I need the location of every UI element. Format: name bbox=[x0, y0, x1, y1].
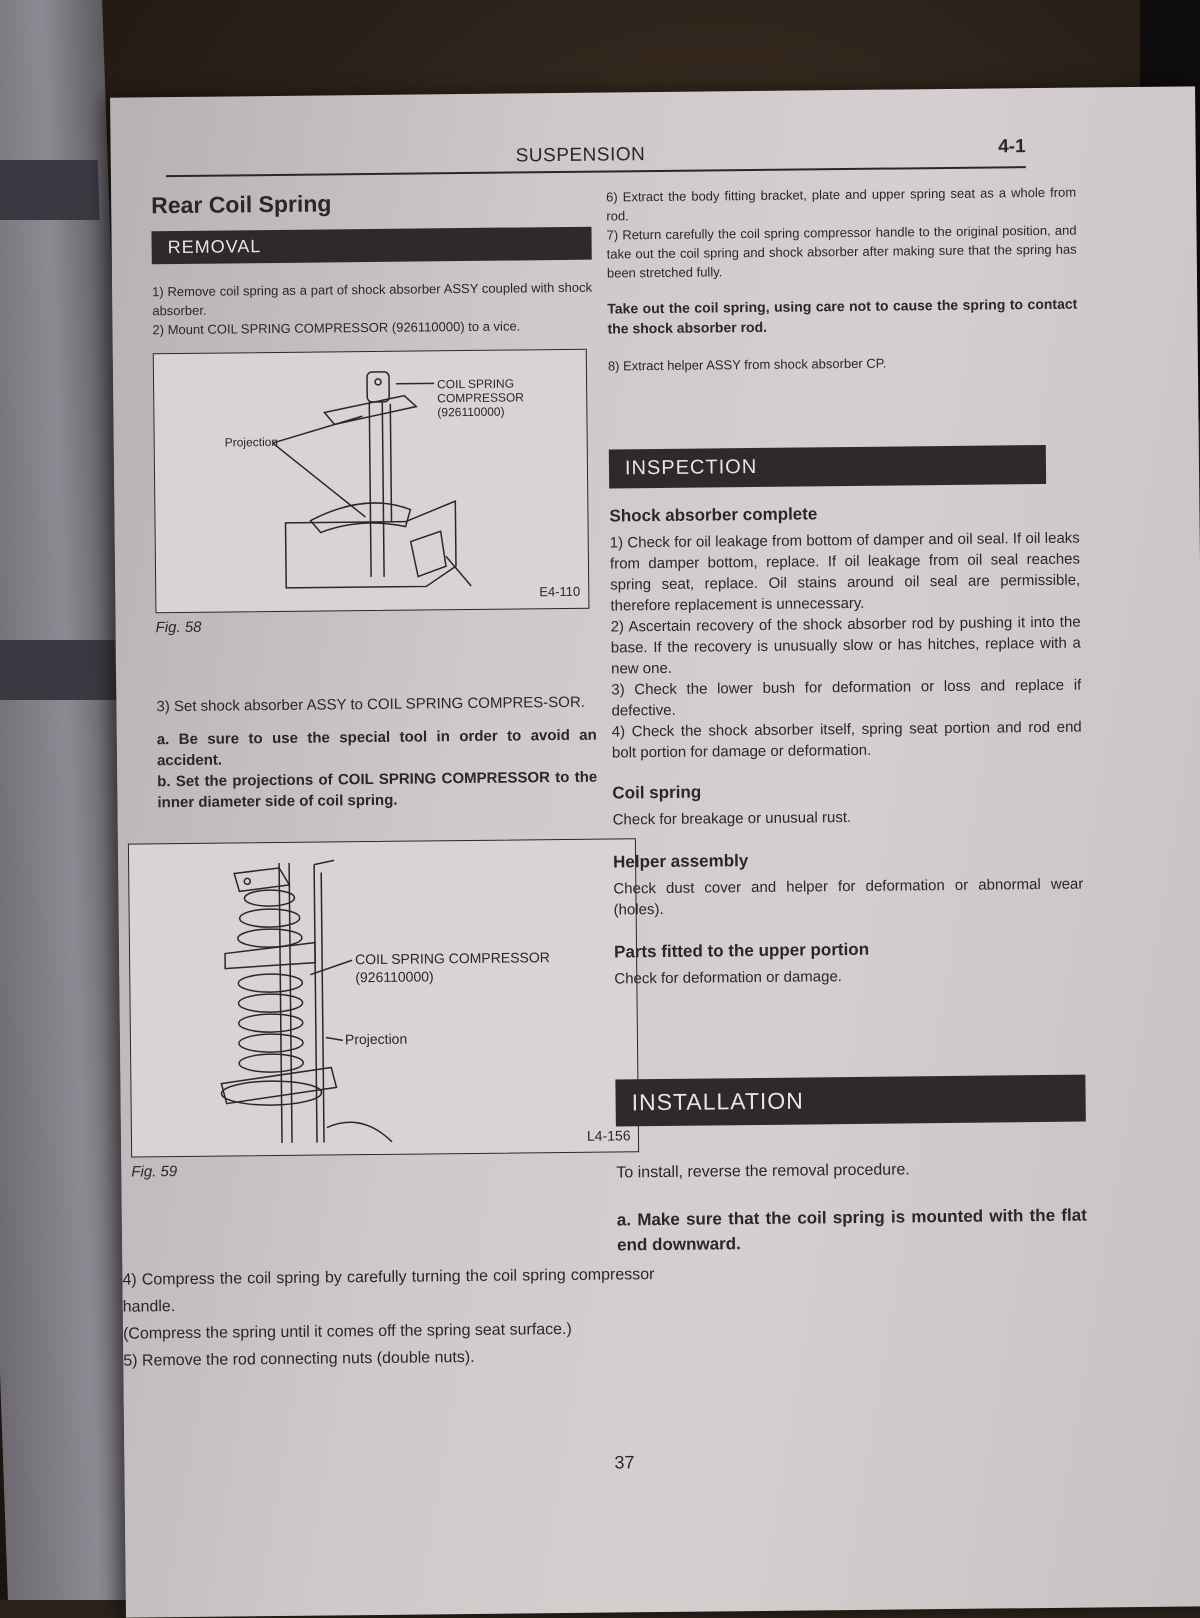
shock-check-2: 2) Ascertain recovery of the shock absorber rod by pushing it into the base. If the recovery is unusually slow or has hitches, replace with a new one. bbox=[611, 612, 1082, 680]
removal-step-2: 2) Mount COIL SPRING COMPRESSOR (926110000) to a vice. bbox=[152, 316, 592, 340]
removal-heading: REMOVAL bbox=[151, 227, 591, 265]
figure-label-line: COIL SPRING COMPRESSOR bbox=[355, 948, 550, 968]
figure-58-caption: Fig. 58 bbox=[156, 615, 596, 637]
removal-step-1: 1) Remove coil spring as a part of shock absorber ASSY coupled with shock absorber. bbox=[152, 278, 592, 321]
removal-note-a: a. Be sure to use the special tool in order to avoid an accident. bbox=[157, 725, 597, 772]
manual-page bbox=[110, 86, 1200, 1617]
left-column bbox=[151, 188, 603, 1375]
page-title: Rear Coil Spring bbox=[151, 188, 591, 220]
installation-text: To install, reverse the removal procedure. bbox=[616, 1158, 1086, 1184]
coil-spring-heading: Coil spring bbox=[612, 779, 1082, 804]
removal-note-b: b. Set the projections of COIL SPRING COMPRESSOR to the inner diameter side of coil spring. bbox=[157, 767, 597, 814]
facing-page-bar bbox=[0, 160, 100, 220]
removal-steps-4-5 bbox=[122, 1261, 655, 1375]
helper-assembly-heading: Helper assembly bbox=[613, 848, 1083, 873]
upper-parts-heading: Parts fitted to the upper portion bbox=[614, 938, 1084, 963]
shock-check-4: 4) Check the shock absorber itself, spring seat portion and rod end bolt portion for damage or deformation. bbox=[612, 717, 1082, 764]
coil-spring-text: Check for breakage or unusual rust. bbox=[613, 805, 1083, 831]
removal-step-4: 4) Compress the coil spring by carefully turning the coil spring compressor handle. bbox=[122, 1261, 655, 1321]
figure-59-caption: Fig. 59 bbox=[131, 1159, 601, 1181]
installation-note-a: a. Make sure that the coil spring is mounted with the flat end downward. bbox=[617, 1203, 1087, 1258]
figure-59-tool-label bbox=[355, 948, 550, 986]
page-number: 37 bbox=[614, 1452, 634, 1473]
removal-caution: Take out the coil spring, using care not to cause the spring to contact the shock absorber rod. bbox=[607, 294, 1077, 339]
figure-58-code: E4-110 bbox=[539, 584, 580, 599]
figure-label-line: (926110000) bbox=[355, 966, 550, 986]
removal-step-7: 7) Return carefully the coil spring compressor handle to the original position, and take out the coil spring and shock absorber after making sure that the spring has been stretched fully. bbox=[606, 221, 1077, 283]
removal-step-4-note: (Compress the spring until it comes off the spring seat surface.) bbox=[123, 1315, 655, 1348]
shock-absorber-heading: Shock absorber complete bbox=[609, 502, 1079, 527]
figure-58-tool-label bbox=[437, 376, 524, 419]
removal-step-8: 8) Extract helper ASSY from shock absorber CP. bbox=[608, 352, 1078, 376]
figure-label-line: COIL SPRING bbox=[437, 376, 524, 391]
inspection-heading: INSPECTION bbox=[609, 445, 1046, 489]
figure-59-code: L4-156 bbox=[587, 1127, 631, 1143]
figure-58 bbox=[153, 349, 590, 614]
figure-label-line: COMPRESSOR bbox=[437, 390, 524, 405]
section-page-number: 4-1 bbox=[998, 136, 1026, 158]
shock-check-1: 1) Check for oil leakage from bottom of damper and oil seal. If oil leaks from damper bottom, replace. If oil leakage from oil seal reaches spring seat, replace. Oil stains around oil seal are permissible, therefore replacement is unnecessary. bbox=[610, 528, 1081, 617]
spring-compressor-coil-drawing bbox=[129, 839, 638, 1156]
helper-assembly-text: Check dust cover and helper for deformation or abnormal wear (holes). bbox=[613, 874, 1083, 921]
shock-check-3: 3) Check the lower bush for deformation or loss and replace if defective. bbox=[611, 675, 1081, 722]
facing-page-bar bbox=[0, 640, 117, 700]
right-column bbox=[606, 183, 1087, 1258]
removal-step-5: 5) Remove the rod connecting nuts (double nuts). bbox=[123, 1342, 655, 1375]
figure-59-projection-label: Projection bbox=[345, 1032, 407, 1047]
installation-heading: INSTALLATION bbox=[615, 1075, 1085, 1127]
figure-label-line: (926110000) bbox=[437, 404, 524, 419]
removal-step-3: 3) Set shock absorber ASSY to COIL SPRING COMPRES-SOR. bbox=[156, 692, 596, 718]
figure-58-projection-label: Projection bbox=[225, 435, 279, 450]
upper-parts-text: Check for deformation or damage. bbox=[614, 964, 1084, 990]
removal-step-6: 6) Extract the body fitting bracket, plate and upper spring seat as a whole from rod. bbox=[606, 183, 1076, 226]
section-title: SUSPENSION bbox=[516, 144, 646, 167]
page-header bbox=[166, 136, 1026, 177]
figure-59 bbox=[128, 838, 639, 1157]
